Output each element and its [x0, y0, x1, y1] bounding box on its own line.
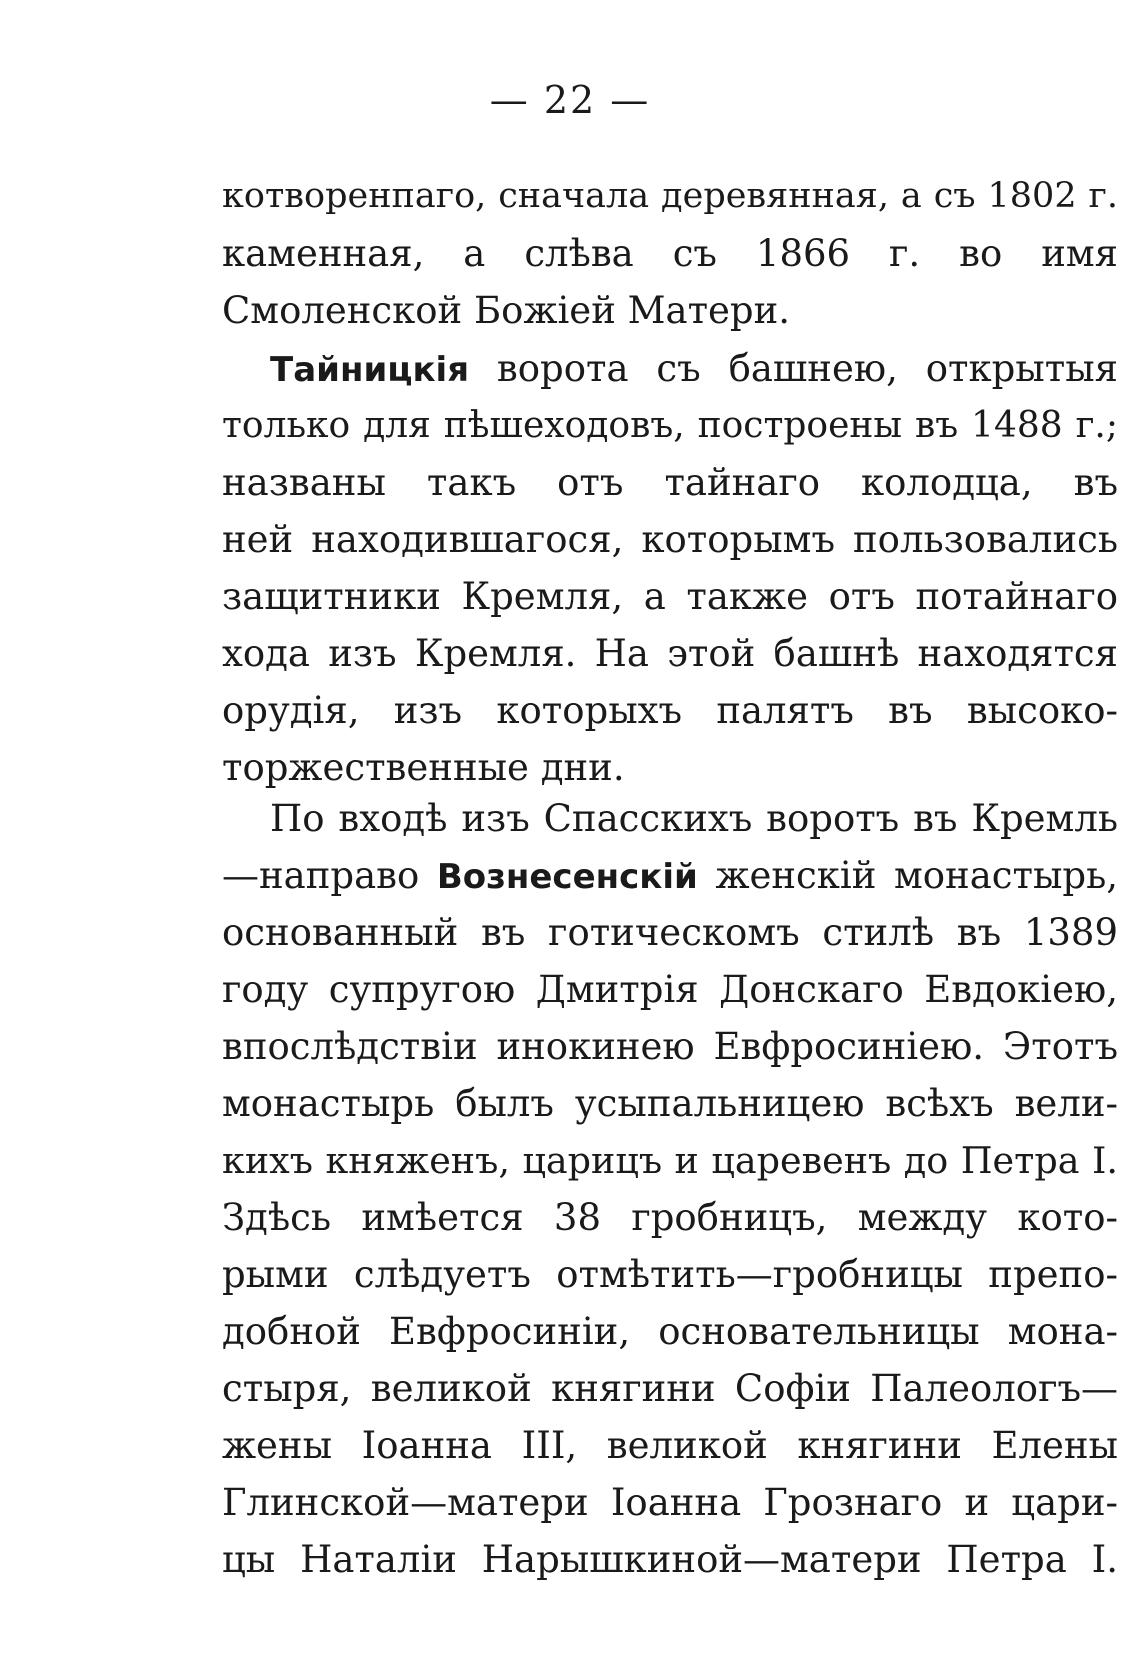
text-line	[222, 847, 1118, 904]
term-tainitskie: Тайницкія	[270, 350, 470, 390]
text-line: только для пѣшеходовъ, построены въ 1488 г.;	[222, 405, 1118, 446]
text-line: По входѣ изъ Спасскихъ воротъ въ Кремль	[270, 797, 1118, 840]
text-line: котворенпаго, сначала деревянная, а съ 1802 г.	[222, 176, 1118, 216]
term-voznesenskiy: Вознесенскій	[436, 857, 698, 897]
text-line: цы Наталіи Нарышкиной—матери Петра I.	[222, 1538, 1118, 1581]
text-line: Глинской—матери Іоанна Грознаго и цари-	[222, 1481, 1118, 1524]
text-line: кихъ княженъ, царицъ и царевенъ до Петра I.	[222, 1139, 1118, 1182]
paragraph-2	[222, 340, 1118, 796]
page-number: — 22 —	[489, 78, 651, 122]
text-fragment: ворота съ башнею, открытыя	[469, 347, 1118, 390]
text-line: хода изъ Кремля. На этой башнѣ находятся	[222, 632, 1118, 675]
paragraph-1	[222, 168, 1118, 339]
text-line: Смоленской Божіей Матери.	[222, 289, 791, 332]
text-line: ней находившагося, которымъ пользовались	[222, 518, 1118, 561]
text-line	[222, 340, 1118, 397]
paragraph-3	[222, 790, 1118, 1588]
text-fragment: женскій монастырь,	[697, 854, 1118, 897]
text-line: стыря, великой княгини Софіи Палеологъ—	[222, 1367, 1118, 1410]
text-line: жены Іоанна III, великой княгини Елены	[222, 1424, 1118, 1467]
text-line: впослѣдствіи инокинею Евфросиніею. Этотъ	[222, 1025, 1118, 1068]
text-line: основанный въ готическомъ стилѣ въ 1389	[222, 911, 1118, 954]
text-line: году супругою Дмитрія Донскаго Евдокіею,	[222, 968, 1118, 1011]
text-line: каменная, а слѣва съ 1866 г. во имя	[222, 232, 1118, 275]
text-line: защитники Кремля, а также отъ потайнаго	[222, 575, 1118, 618]
text-fragment: —направо	[222, 854, 437, 897]
text-line: рыми слѣдуетъ отмѣтить—гробницы препо-	[222, 1253, 1118, 1296]
text-line: добной Евфросиніи, основательницы мона-	[222, 1310, 1118, 1353]
text-line: торжественные дни.	[222, 746, 625, 789]
text-line: Здѣсь имѣется 38 гробницъ, между кото-	[222, 1196, 1118, 1239]
text-line: названы такъ отъ тайнаго колодца, въ	[222, 461, 1118, 504]
text-line: орудія, изъ которыхъ палятъ въ высоко-	[222, 689, 1118, 732]
text-line: монастырь былъ усыпальницею всѣхъ вели-	[222, 1082, 1118, 1125]
